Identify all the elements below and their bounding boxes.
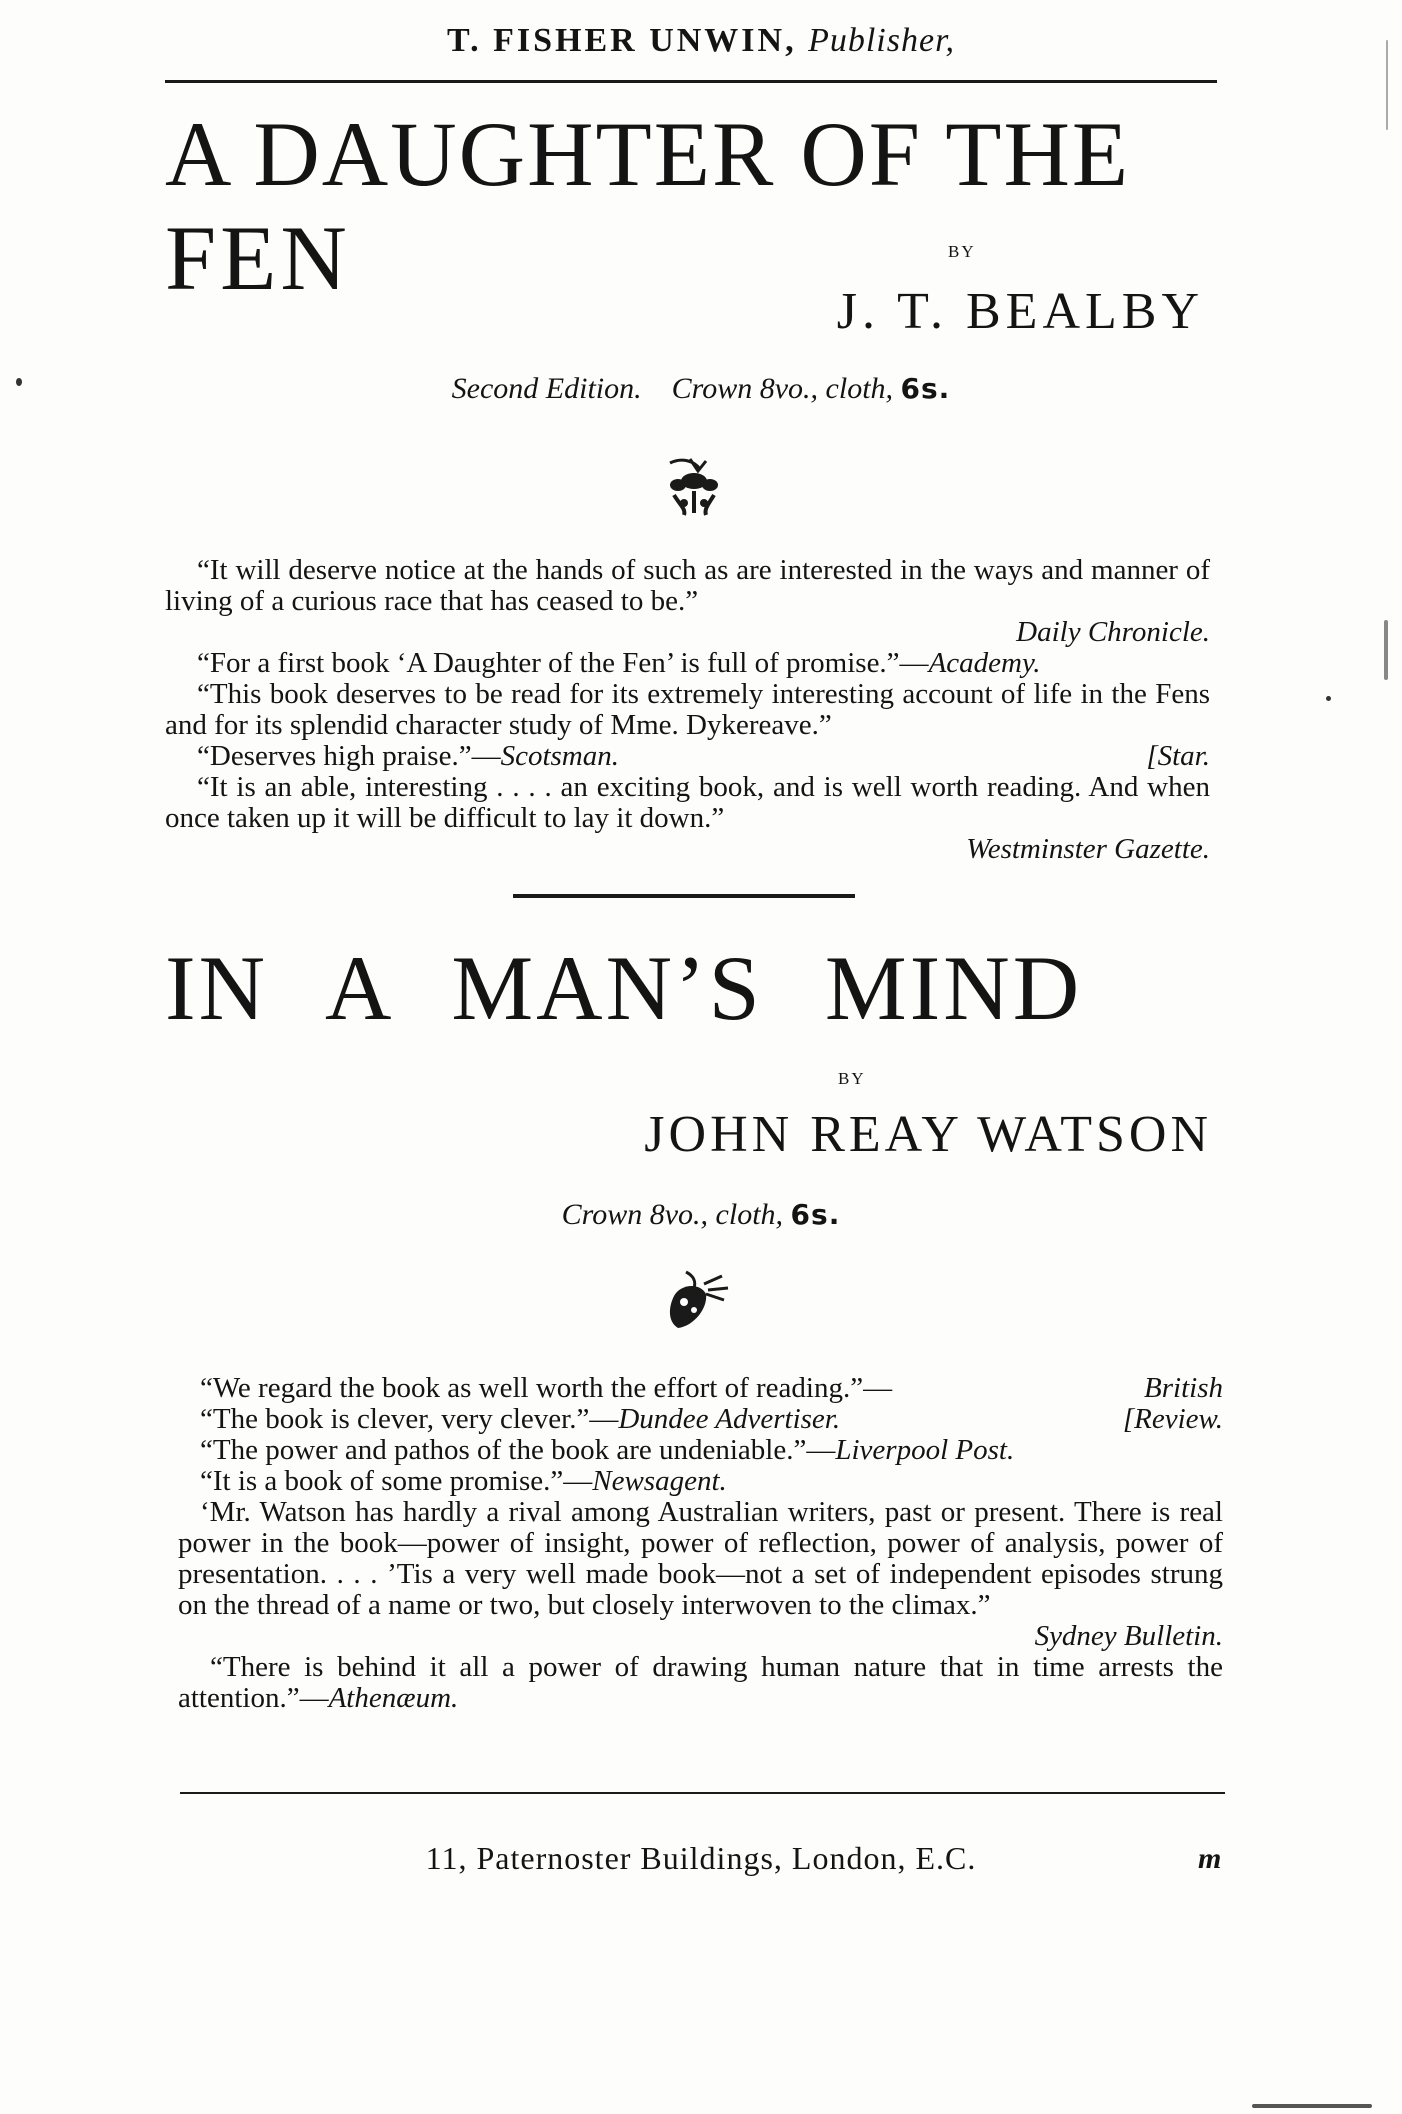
book1-review-1: “It will deserve notice at the hands of such as are interested in the ways and manner of living of a curious race that has ceased to be.” — [165, 554, 1210, 617]
book1-title-line2: FEN — [165, 207, 351, 309]
book2-title: IN A MAN’S MIND — [165, 937, 1083, 1039]
scan-speck — [1326, 696, 1331, 701]
book2-edition-line — [0, 1198, 1402, 1232]
book2-price: 6s. — [790, 1198, 841, 1231]
book2-review-4: “It is a book of some promise.”—Newsagent. — [200, 1465, 727, 1497]
publisher-label: Publisher, — [808, 22, 956, 59]
book1-review-4-source: Scotsman. — [500, 740, 620, 772]
book2-review-6: “There is behind it all a power of drawing human nature that in time arrests the attention.”—Athenæum. — [178, 1651, 1223, 1714]
book2-review-1: “We regard the book as well worth the effort of reading.”— — [200, 1372, 893, 1404]
book1-review-5: “It is an able, interesting . . . . an exciting book, and is well worth reading. And when once taken up it will be difficult to lay it down.” — [165, 771, 1210, 834]
book2-review-1-row — [178, 1373, 1223, 1404]
book1-price: 6s. — [900, 372, 951, 405]
signature-mark: m — [1198, 1842, 1222, 1875]
scan-speck — [1252, 2104, 1372, 2108]
book1-by: BY — [948, 242, 976, 261]
footer-rule — [180, 1792, 1225, 1794]
section-divider — [513, 894, 855, 898]
book2-review-3: “The power and pathos of the book are undeniable.”—Liverpool Post. — [200, 1434, 1015, 1466]
book1-title-line1: A DAUGHTER OF THE — [165, 103, 1131, 205]
book2-review-2: “The book is clever, very clever.”—Dundee Advertiser. — [200, 1403, 841, 1435]
book2-format: Crown 8vo., cloth, — [561, 1198, 784, 1231]
book2-review-6-source: Athenæum. — [328, 1682, 459, 1714]
book1-reviews — [165, 555, 1210, 865]
book2-review-2-source: Dundee Advertiser. — [618, 1403, 841, 1435]
leaf-ornament-icon — [664, 1268, 736, 1334]
publisher-heading — [0, 22, 1402, 60]
book1-format: Crown 8vo., cloth, — [671, 372, 894, 405]
book1-review-4-row — [165, 741, 1210, 772]
book1-review-5-source: Westminster Gazette. — [966, 833, 1210, 865]
book1-review-3-source: [Star. — [1146, 740, 1210, 772]
leaf-ornament-icon — [660, 455, 732, 517]
book2-review-2-row — [178, 1404, 1223, 1435]
scan-speck — [1384, 620, 1388, 680]
publisher-address: 11, Paternoster Buildings, London, E.C. — [425, 1840, 977, 1876]
book2-review-1-source-b: [Review. — [1122, 1403, 1223, 1435]
scan-speck — [1386, 40, 1388, 130]
book1-review-2-source: Academy. — [928, 647, 1041, 679]
book2-review-5: ‘Mr. Watson has hardly a rival among Australian writers, past or present. There is real power in the book—power of insight, power of reflection, power of analysis, power of presentation. . . . ’Tis a very well made book—not a set of independent episodes strung on the thread of a name or two, but closely interwoven to the climax.” — [178, 1496, 1223, 1621]
book2-review-3-source: Liverpool Post. — [835, 1434, 1015, 1466]
scan-speck — [16, 378, 22, 386]
book1-review-2: “For a first book ‘A Daughter of the Fen’ is full of promise.”—Academy. — [197, 647, 1041, 679]
book2-by: BY — [838, 1069, 866, 1088]
publisher-name: T. FISHER UNWIN, — [446, 22, 797, 59]
book2-review-5-source: Sydney Bulletin. — [1034, 1620, 1223, 1652]
book2-review-4-source: Newsagent. — [592, 1465, 727, 1497]
book1-review-1-source: Daily Chronicle. — [1016, 616, 1210, 648]
book2-reviews — [178, 1373, 1223, 1714]
book1-edition: Second Edition. — [451, 372, 642, 405]
book1-author: J. T. BEALBY — [836, 283, 1204, 340]
header-rule — [165, 80, 1217, 83]
book2-review-1-source-a: British — [1144, 1372, 1223, 1404]
book2-author: JOHN REAY WATSON — [644, 1106, 1212, 1163]
book1-edition-line — [0, 372, 1402, 406]
book1-review-3: “This book deserves to be read for its extremely interesting account of life in the Fens and for its splendid character study of Mme. Dykereave.” — [165, 678, 1210, 741]
book1-review-4: “Deserves high praise.”—Scotsman. — [197, 740, 620, 772]
